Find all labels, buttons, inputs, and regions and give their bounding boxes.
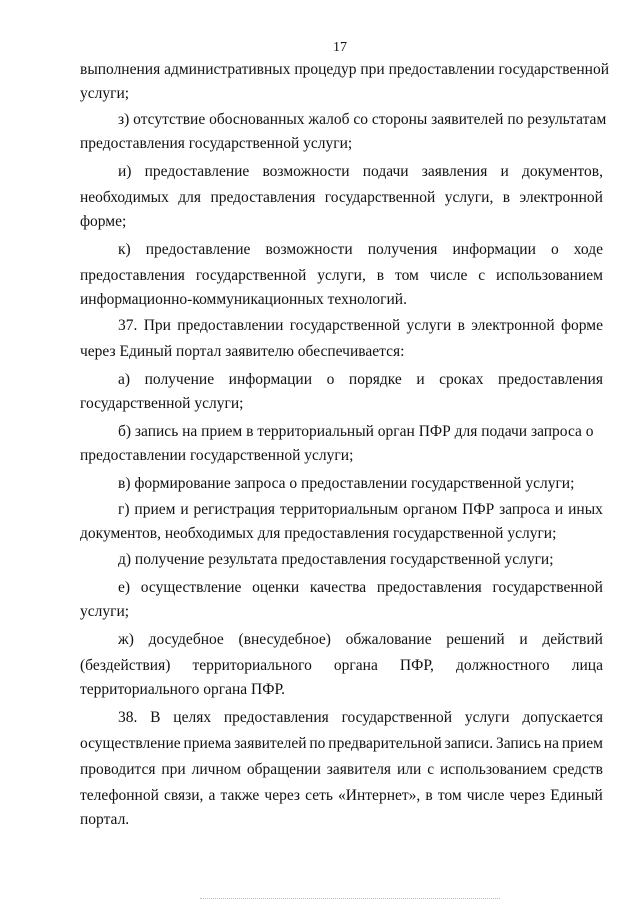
word: осуществление: [140, 579, 242, 596]
word: в: [502, 189, 511, 206]
word: 37.: [118, 317, 138, 334]
word: сроках: [439, 371, 484, 388]
word: через: [509, 787, 546, 804]
word: записи.: [444, 735, 494, 752]
word: предоставлении: [177, 317, 284, 334]
text-line: услуги;: [80, 603, 130, 620]
word: телефонной: [80, 787, 159, 804]
word: услуги,: [317, 267, 366, 284]
word: иных: [568, 501, 603, 518]
word: предоставления: [210, 189, 316, 206]
word: качества: [309, 579, 367, 596]
text-line: территориального органа ПФР.: [80, 681, 286, 698]
word: органом: [402, 501, 458, 518]
word: в: [425, 787, 433, 804]
word: ходе: [573, 241, 603, 258]
word: государственной: [195, 267, 307, 284]
word: и: [554, 501, 564, 518]
word: на: [543, 735, 559, 752]
word: досудебное: [148, 631, 224, 648]
text-line-justified: [80, 758, 603, 782]
word: ПФР,: [399, 657, 434, 674]
word: заявителей: [234, 735, 307, 752]
word: или: [396, 761, 422, 778]
word: целях: [173, 709, 212, 726]
word: государственной: [289, 317, 401, 334]
word: к): [118, 241, 131, 258]
word: о: [326, 371, 335, 388]
word: получение: [144, 371, 215, 388]
text-line-justified: [118, 628, 603, 652]
text-line: форме;: [80, 213, 127, 230]
word: также: [220, 787, 260, 804]
word: средств: [552, 761, 603, 778]
word: с: [478, 267, 486, 284]
word: г): [118, 501, 130, 518]
word: приема: [183, 735, 232, 752]
word: (внесудебное): [238, 631, 331, 648]
word: сеть: [305, 787, 333, 804]
word: решений: [446, 631, 505, 648]
text-line: предоставления государственной услуги;: [80, 135, 353, 152]
word: подачи: [362, 163, 409, 180]
text-line-justified: [118, 368, 603, 392]
word: Единый: [550, 787, 603, 804]
word: территориальным: [279, 501, 399, 518]
word: необходимых: [80, 189, 169, 206]
word: предоставления: [80, 267, 185, 284]
word: предоставления: [376, 579, 482, 596]
word: проводится: [80, 761, 156, 778]
word: обращении: [246, 761, 321, 778]
word: регистрация: [193, 501, 276, 518]
text-line: портал.: [80, 811, 130, 828]
word: оценки: [252, 579, 300, 596]
text-line-justified: [80, 732, 603, 756]
text-line: з) отсутствие обоснованных жалоб со стороны заявителей по результатам: [118, 111, 607, 128]
text-line-justified: [118, 160, 603, 184]
word: предоставления: [498, 371, 603, 388]
word: заявителя: [326, 761, 392, 778]
word: и): [118, 163, 132, 180]
word: и: [416, 371, 425, 388]
text-line: услуги;: [80, 85, 130, 102]
word: форме: [561, 317, 603, 334]
word: связи,: [164, 787, 204, 804]
word: по: [309, 735, 326, 752]
word: прием: [134, 501, 176, 518]
word: органа: [333, 657, 378, 674]
word: для: [178, 189, 202, 206]
word: при: [161, 761, 186, 778]
word: с: [427, 761, 435, 778]
text-line-justified: [80, 186, 603, 210]
word: осуществление: [80, 735, 181, 752]
word: услуги,: [444, 189, 494, 206]
word: прием: [561, 735, 603, 752]
text-line: государственной услуги;: [80, 395, 244, 412]
word: обжалование: [345, 631, 432, 648]
word: предоставления: [223, 709, 329, 726]
text-line: через Единый портал заявителю обеспечивается:: [80, 343, 405, 360]
text-line: в) формирование запроса о предоставлении государственной услуги;: [118, 475, 575, 492]
word: в: [457, 317, 465, 334]
word: том: [395, 267, 419, 284]
word: лица: [571, 657, 603, 674]
word: ПФР: [462, 501, 495, 518]
scan-edge-divider: [200, 898, 500, 901]
word: заявления: [421, 163, 488, 180]
word: информации: [228, 371, 313, 388]
word: использованием: [496, 267, 603, 284]
word: ж): [118, 631, 134, 648]
word: о: [550, 241, 559, 258]
word: действий: [542, 631, 603, 648]
word: возможности: [265, 241, 353, 258]
word: через: [264, 787, 301, 804]
word: государственной: [341, 709, 453, 726]
word: предварительной: [328, 735, 442, 752]
word: государственной: [492, 579, 603, 596]
word: предоставление: [145, 241, 251, 258]
word: документов,: [521, 163, 603, 180]
word: В: [150, 709, 161, 726]
word: услуги: [464, 709, 510, 726]
word: При: [143, 317, 171, 334]
word: и: [519, 631, 528, 648]
word: 38.: [118, 709, 138, 726]
text-line-justified: [118, 706, 603, 730]
word: а: [208, 787, 216, 804]
text-line: б) запись на прием в территориальный орган ПФР для подачи запроса о: [118, 423, 594, 440]
word: числе: [466, 787, 505, 804]
text-line: документов, необходимых для предоставления государственной услуги;: [80, 525, 557, 542]
text-line: предоставлении государственной услуги;: [80, 447, 354, 464]
word: допускается: [522, 709, 603, 726]
word: запроса: [499, 501, 551, 518]
text-line-justified: [118, 238, 603, 262]
word: числе: [429, 267, 468, 284]
text-line-justified: [118, 498, 603, 522]
word: территориального: [192, 657, 312, 674]
text-line-justified: [80, 654, 603, 678]
word: информации: [452, 241, 536, 258]
word: услуги: [406, 317, 452, 334]
word: а): [118, 371, 131, 388]
word: государственной: [324, 189, 436, 206]
word: предоставление: [144, 163, 250, 180]
text-line-justified: [118, 314, 603, 338]
word: электронной: [519, 189, 603, 206]
word: и: [500, 163, 509, 180]
word: «Интернет»,: [338, 787, 421, 804]
text-line-justified: [118, 576, 603, 600]
word: возможности: [262, 163, 350, 180]
text-line: выполнения административных процедур при предоставлении государственной: [80, 61, 609, 78]
text-line-justified: [80, 264, 603, 288]
word: и: [180, 501, 189, 518]
word: электронной: [471, 317, 555, 334]
word: Запись: [495, 735, 541, 752]
text-line-justified: [80, 784, 603, 808]
word: (бездействия): [80, 657, 171, 674]
word: том: [437, 787, 462, 804]
text-line: информационно-коммуникационных технологий.: [80, 291, 407, 308]
word: порядке: [348, 371, 402, 388]
word: должностного: [455, 657, 550, 674]
word: е): [118, 579, 131, 596]
word: в: [376, 267, 385, 284]
word: получения: [367, 241, 438, 258]
text-line: д) получение результата предоставления государственной услуги;: [118, 551, 554, 568]
page-number: 17: [333, 40, 347, 55]
word: использованием: [440, 761, 547, 778]
word: личном: [191, 761, 242, 778]
